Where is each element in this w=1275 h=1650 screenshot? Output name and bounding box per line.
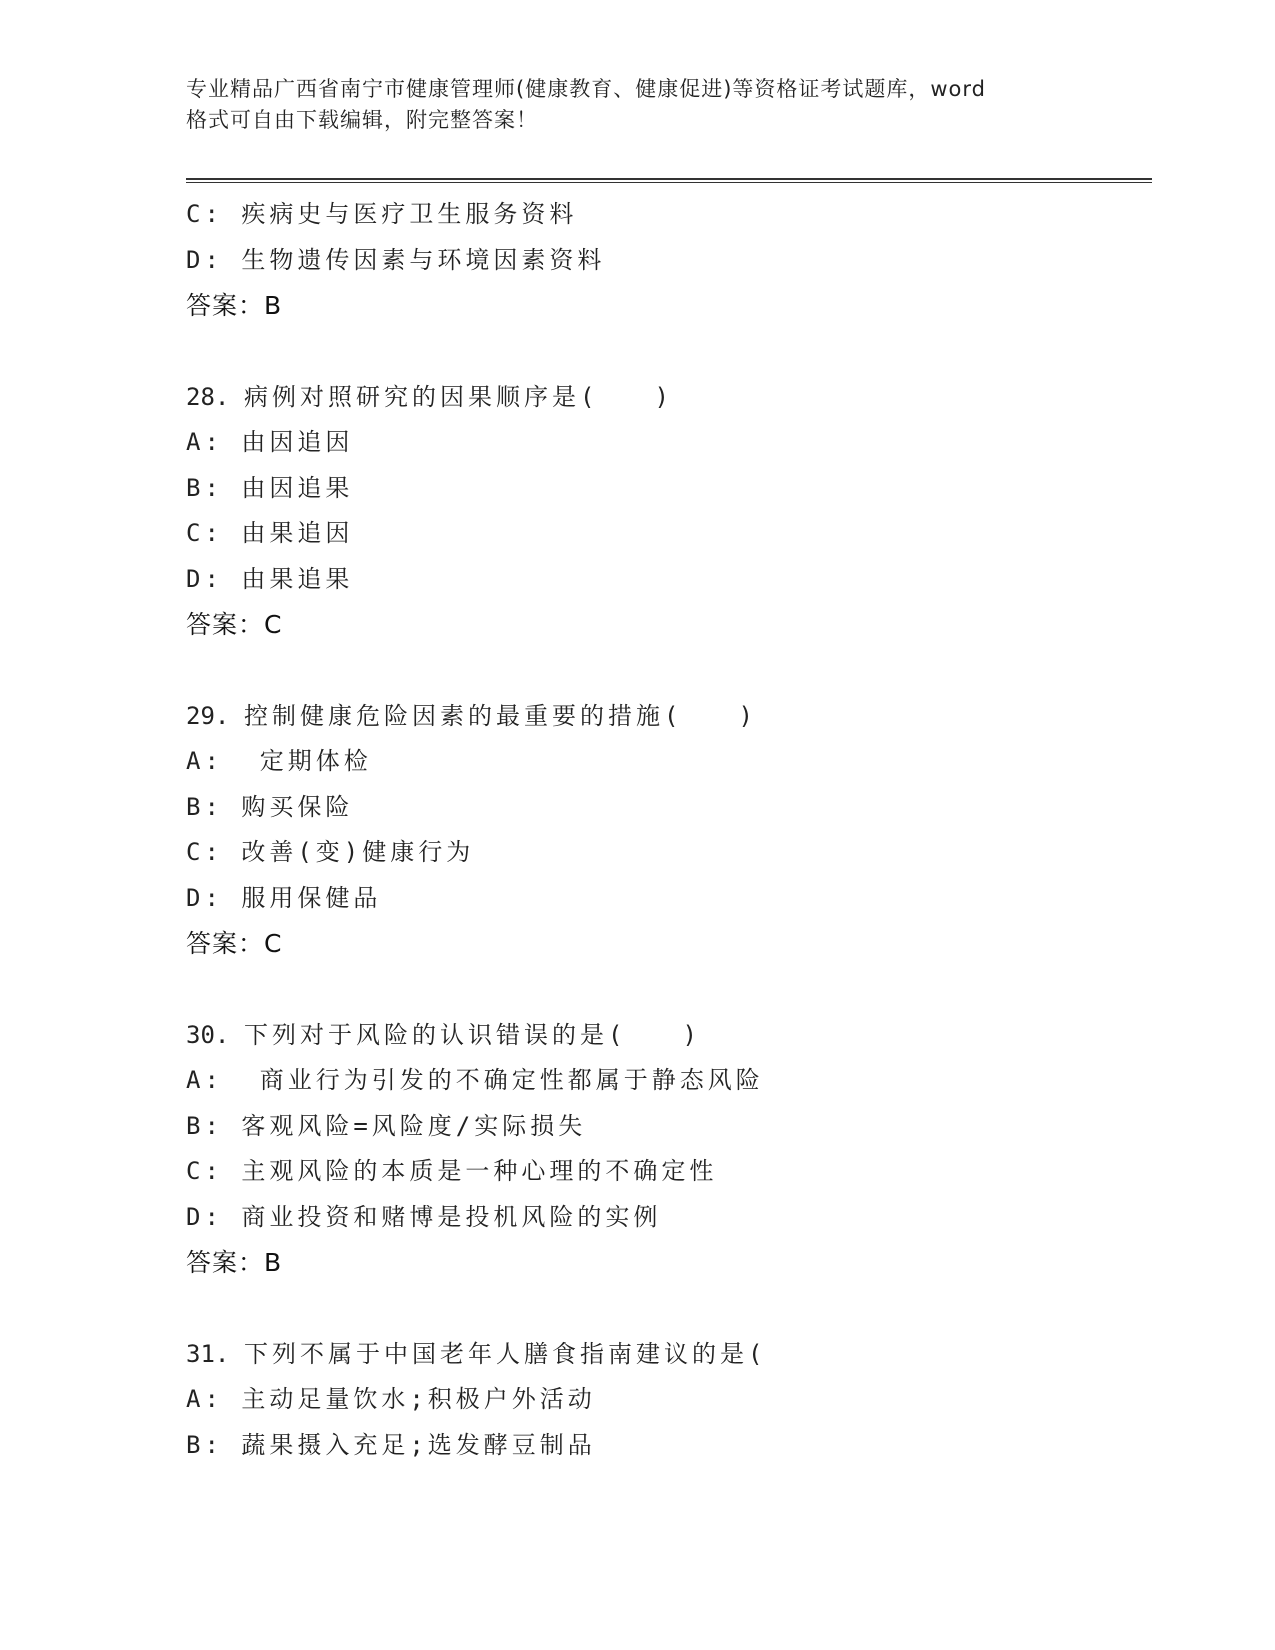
q28-option-c: C: 由果追因 bbox=[186, 519, 354, 547]
question-28 bbox=[186, 375, 1152, 648]
question-29 bbox=[186, 694, 1152, 967]
q31-option-b: B: 蔬果摄入充足;选发酵豆制品 bbox=[186, 1430, 596, 1459]
q27-answer: 答案：B bbox=[186, 291, 283, 320]
question-list bbox=[186, 192, 1152, 1468]
q29-option-a: A: 定期体检 bbox=[186, 747, 372, 775]
q27-option-c: C: 疾病史与医疗卫生服务资料 bbox=[186, 200, 578, 228]
q29-option-c: C: 改善(变)健康行为 bbox=[186, 838, 475, 866]
q29-number: 29. bbox=[186, 701, 230, 730]
q31-number: 31. bbox=[186, 1339, 230, 1368]
q30-option-d: D: 商业投资和赌博是投机风险的实例 bbox=[186, 1202, 662, 1231]
q29-answer: 答案：C bbox=[186, 929, 283, 958]
q28-answer: 答案：C bbox=[186, 610, 283, 639]
q29-option-b: B: 购买保险 bbox=[186, 792, 354, 821]
question-31 bbox=[186, 1332, 1152, 1469]
question-30 bbox=[186, 1013, 1152, 1286]
q28-option-a: A: 由因追因 bbox=[186, 428, 354, 456]
q30-stem-line bbox=[186, 1013, 1152, 1059]
q28-option-d: D: 由果追果 bbox=[186, 564, 354, 593]
header-divider-thin bbox=[186, 182, 1152, 183]
q27-option-d: D: 生物遗传因素与环境因素资料 bbox=[186, 245, 606, 274]
q29-stem: 控制健康危险因素的最重要的措施( ) bbox=[244, 701, 757, 730]
q31-stem: 下列不属于中国老年人膳食指南建议的是( bbox=[244, 1339, 767, 1368]
header-line-1: 专业精品广西省南宁市健康管理师(健康教育、健康促进)等资格证考试题库，word bbox=[186, 77, 987, 101]
q29-option-d: D: 服用保健品 bbox=[186, 883, 382, 912]
q30-answer: 答案：B bbox=[186, 1248, 283, 1277]
q29-stem-line bbox=[186, 694, 1152, 740]
q28-number: 28. bbox=[186, 382, 230, 411]
q30-option-a: A: 商业行为引发的不确定性都属于静态风险 bbox=[186, 1066, 764, 1094]
q30-stem: 下列对于风险的认识错误的是( ) bbox=[244, 1020, 701, 1049]
q28-stem: 病例对照研究的因果顺序是( ) bbox=[244, 382, 673, 411]
q30-option-b: B: 客观风险=风险度/实际损失 bbox=[186, 1111, 587, 1140]
q30-number: 30. bbox=[186, 1020, 230, 1049]
header-line-2: 格式可自由下载编辑，附完整答案！ bbox=[186, 108, 538, 132]
question-27-tail bbox=[186, 192, 1152, 329]
header-divider-thick bbox=[186, 178, 1152, 180]
q28-option-b: B: 由因追果 bbox=[186, 473, 354, 502]
q28-stem-line bbox=[186, 375, 1152, 421]
document-header bbox=[186, 74, 1086, 136]
q31-stem-line bbox=[186, 1332, 1152, 1378]
q30-option-c: C: 主观风险的本质是一种心理的不确定性 bbox=[186, 1157, 718, 1185]
q31-option-a: A: 主动足量饮水;积极户外活动 bbox=[186, 1385, 596, 1413]
